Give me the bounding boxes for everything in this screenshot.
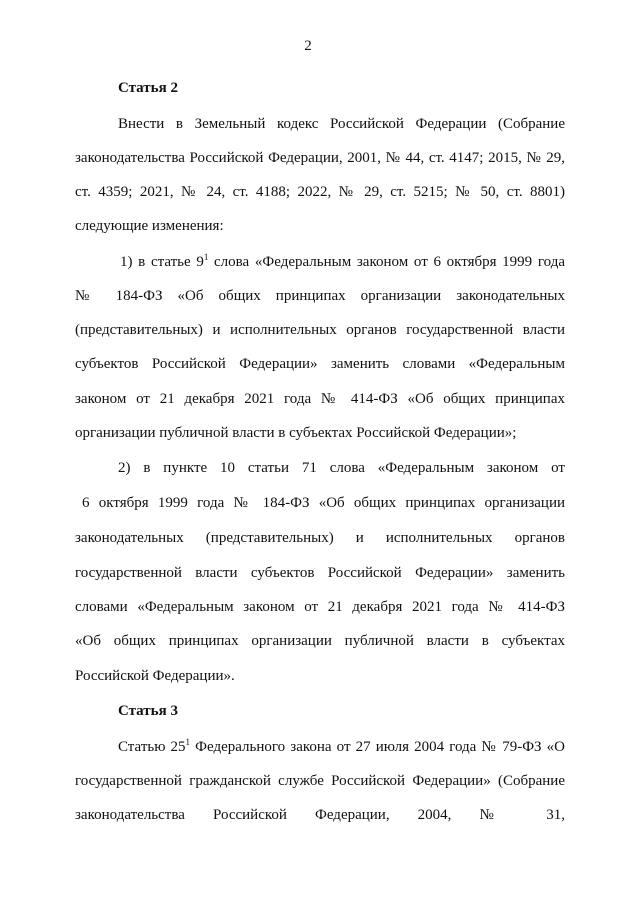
article-2-intro-line: законодательства Российской Федерации, 2001, № 44, ст. 4147; 2015, № 29, — [75, 150, 565, 166]
article-3-first-line — [118, 738, 565, 756]
article-3-superscript: 1 — [185, 737, 191, 747]
item-1-line: субъектов Российской Федерации» заменить словами «Федеральным — [75, 356, 565, 372]
article-2-heading: Статья 2 — [118, 80, 178, 96]
item-1-superscript: 1 — [203, 252, 209, 262]
article-3-line: государственной гражданской службе Российской Федерации» (Собрание — [75, 773, 565, 789]
item-1-first-line — [120, 253, 565, 271]
article-3-first-post: Федерального закона от 27 июля 2004 года № 79-ФЗ «О — [190, 739, 565, 755]
item-2-line: 2) в пункте 10 статьи 71 слова «Федеральным законом от — [118, 460, 565, 476]
item-2-line: государственной власти субъектов Российской Федерации» заменить — [75, 565, 565, 581]
item-1-line: законом от 21 декабря 2021 года № 414-ФЗ «Об общих принципах — [75, 391, 565, 407]
article-2-intro-line: Внести в Земельный кодекс Российской Федерации (Собрание — [118, 116, 565, 132]
item-1-first-pre: 1) в статье 9 — [120, 254, 204, 270]
item-2-line: Российской Федерации». — [75, 668, 235, 684]
article-3-line: законодательства Российской Федерации, 2004, № 31, — [75, 807, 565, 823]
article-3-first-pre: Статью 25 — [118, 739, 186, 755]
item-2-line: законодательных (представительных) и исполнительных органов — [75, 530, 565, 546]
item-2-line: словами «Федеральным законом от 21 декабря 2021 года № 414-ФЗ — [75, 599, 565, 615]
page-number: 2 — [304, 38, 312, 54]
article-2-intro-line: следующие изменения: — [75, 218, 224, 234]
item-1-line: (представительных) и исполнительных органов государственной власти — [75, 322, 565, 338]
article-2-intro-line: ст. 4359; 2021, № 24, ст. 4188; 2022, № 29, ст. 5215; № 50, ст. 8801) — [75, 184, 565, 200]
item-1-line: организации публичной власти в субъектах Российской Федерации»; — [75, 425, 517, 441]
item-2-line: «Об общих принципах организации публичной власти в субъектах — [75, 633, 565, 649]
item-1-first-post: слова «Федеральным законом от 6 октября 1999 года — [208, 254, 566, 270]
article-3-heading: Статья 3 — [118, 703, 178, 719]
item-1-line: № 184-ФЗ «Об общих принципах организации законодательных — [75, 288, 565, 304]
item-2-line: 6 октября 1999 года № 184-ФЗ «Об общих принципах организации — [82, 495, 565, 511]
